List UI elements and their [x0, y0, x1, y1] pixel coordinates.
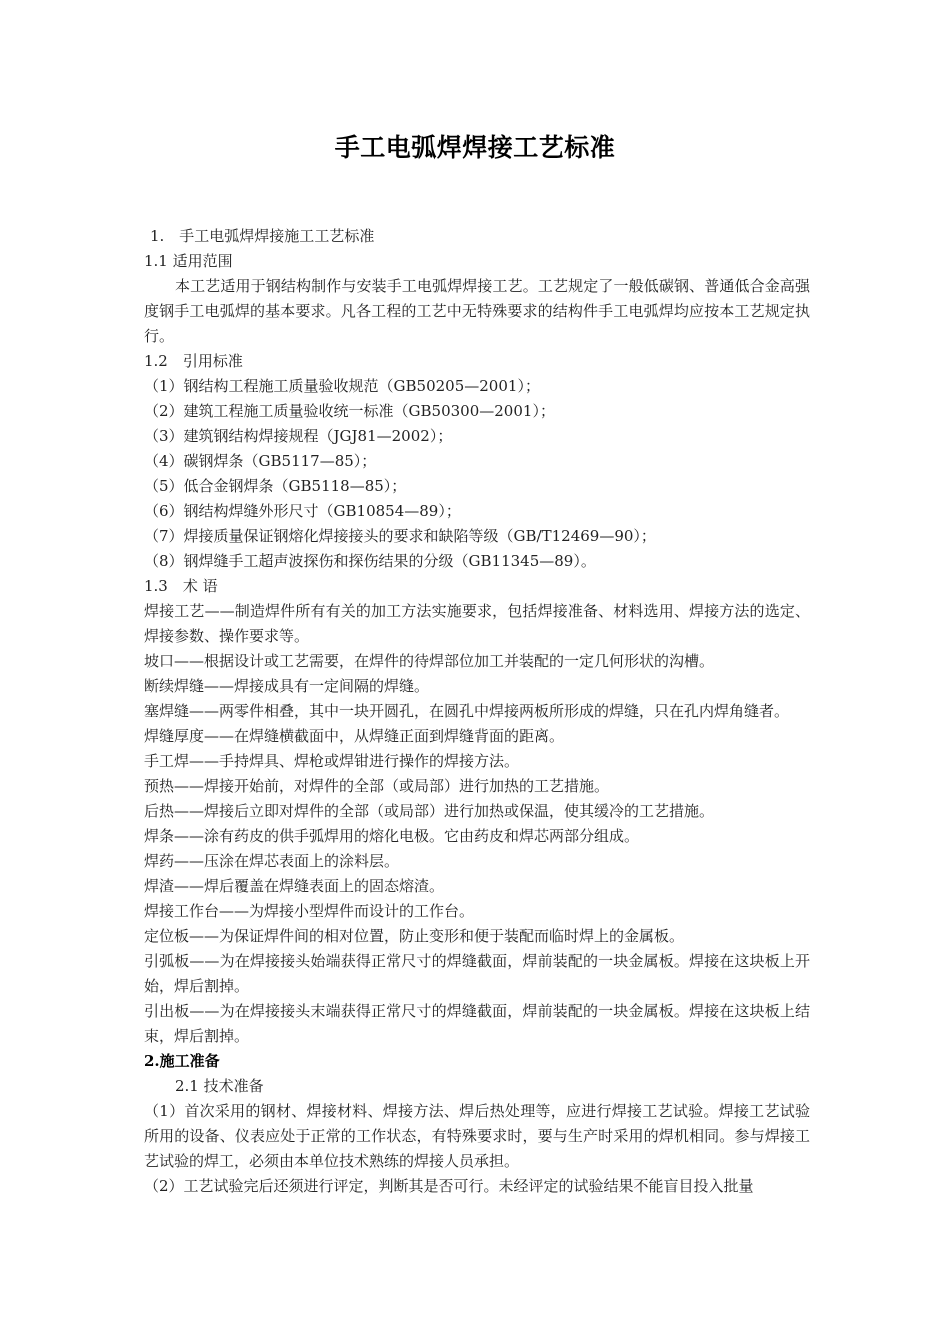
paragraph: （7）焊接质量保证钢熔化焊接接头的要求和缺陷等级（GB/T12469—90）； [144, 527, 656, 545]
paragraph: （8）钢焊缝手工超声波探伤和探伤结果的分级（GB11345—89）。 [144, 552, 596, 570]
paragraph: 1.1 适用范围 [144, 252, 233, 270]
paragraph: 引弧板——为在焊接接头始端获得正常尺寸的焊缝截面，焊前装配的一块金属板。焊接在这块板上开始，焊后割掉。 [144, 952, 810, 995]
paragraph: （1）钢结构工程施工质量验收规范（GB50205—2001）； [144, 377, 540, 395]
paragraph: 断续焊缝——焊接成具有一定间隔的焊缝。 [144, 677, 430, 695]
paragraph: 焊药——压涂在焊芯表面上的涂料层。 [144, 852, 400, 870]
paragraph: （6）钢结构焊缝外形尺寸（GB10854—89）； [144, 502, 461, 520]
paragraph: （4）碳钢焊条（GB5117—85）； [144, 452, 377, 470]
document-title: 手工电弧焊焊接工艺标准 [334, 133, 616, 162]
paragraph: 预热——焊接开始前，对焊件的全部（或局部）进行加热的工艺措施。 [144, 777, 610, 795]
paragraph: 1.3 术 语 [144, 577, 218, 595]
paragraph: 1.2 引用标准 [144, 352, 243, 370]
paragraph: 焊接工艺——制造焊件所有有关的加工方法实施要求，包括焊接准备、材料选用、焊接方法的选定、焊接参数、操作要求等。 [144, 602, 810, 645]
paragraph: 焊接工作台——为焊接小型焊件而设计的工作台。 [144, 902, 475, 920]
paragraph: （2）工艺试验完后还须进行评定，判断其是否可行。未经评定的试验结果不能盲目投入批量 [144, 1177, 754, 1195]
paragraph: （1）首次采用的钢材、焊接材料、焊接方法、焊后热处理等，应进行焊接工艺试验。焊接工艺试验所用的设备、仪表应处于正常的工作状态，有特殊要求时，要与生产时采用的焊机相同。参与焊接工艺试验的焊工，必须由本单位技术熟练的焊接人员承担。 [144, 1102, 810, 1170]
paragraph: 手工焊——手持焊具、焊枪或焊钳进行操作的焊接方法。 [144, 752, 520, 770]
paragraph: 2.1 技术准备 [175, 1077, 264, 1095]
paragraph: 焊渣——焊后覆盖在焊缝表面上的固态熔渣。 [144, 877, 445, 895]
paragraph: 2.施工准备 [144, 1052, 220, 1070]
paragraph: 后热——焊接后立即对焊件的全部（或局部）进行加热或保温，使其缓冷的工艺措施。 [144, 802, 715, 820]
paragraph: 1. 手工电弧焊焊接施工工艺标准 [150, 227, 375, 245]
paragraph: 塞焊缝——两零件相叠，其中一块开圆孔，在圆孔中焊接两板所形成的焊缝，只在孔内焊角缝者。 [144, 702, 790, 720]
paragraph: （2）建筑工程施工质量验收统一标准（GB50300—2001）； [144, 402, 555, 420]
paragraph: 坡口——根据设计或工艺需要，在焊件的待焊部位加工并装配的一定几何形状的沟槽。 [144, 652, 715, 670]
paragraph: （3）建筑钢结构焊接规程（JGJ81—2002）； [144, 427, 453, 445]
document-body [144, 224, 810, 1199]
paragraph: 引出板——为在焊接接头末端获得正常尺寸的焊缝截面，焊前装配的一块金属板。焊接在这块板上结束，焊后割掉。 [144, 1002, 810, 1045]
paragraph: 焊条——涂有药皮的供手弧焊用的熔化电极。它由药皮和焊芯两部分组成。 [144, 827, 640, 845]
paragraph: 本工艺适用于钢结构制作与安装手工电弧焊焊接工艺。工艺规定了一般低碳钢、普通低合金高强度钢手工电弧焊的基本要求。凡各工程的工艺中无特殊要求的结构件手工电弧焊均应按本工艺规定执行。 [144, 277, 810, 345]
paragraph: 定位板——为保证焊件间的相对位置，防止变形和便于装配而临时焊上的金属板。 [144, 927, 685, 945]
paragraph: （5）低合金钢焊条（GB5118—85）； [144, 477, 407, 495]
paragraph: 焊缝厚度——在焊缝横截面中，从焊缝正面到焊缝背面的距离。 [144, 727, 565, 745]
